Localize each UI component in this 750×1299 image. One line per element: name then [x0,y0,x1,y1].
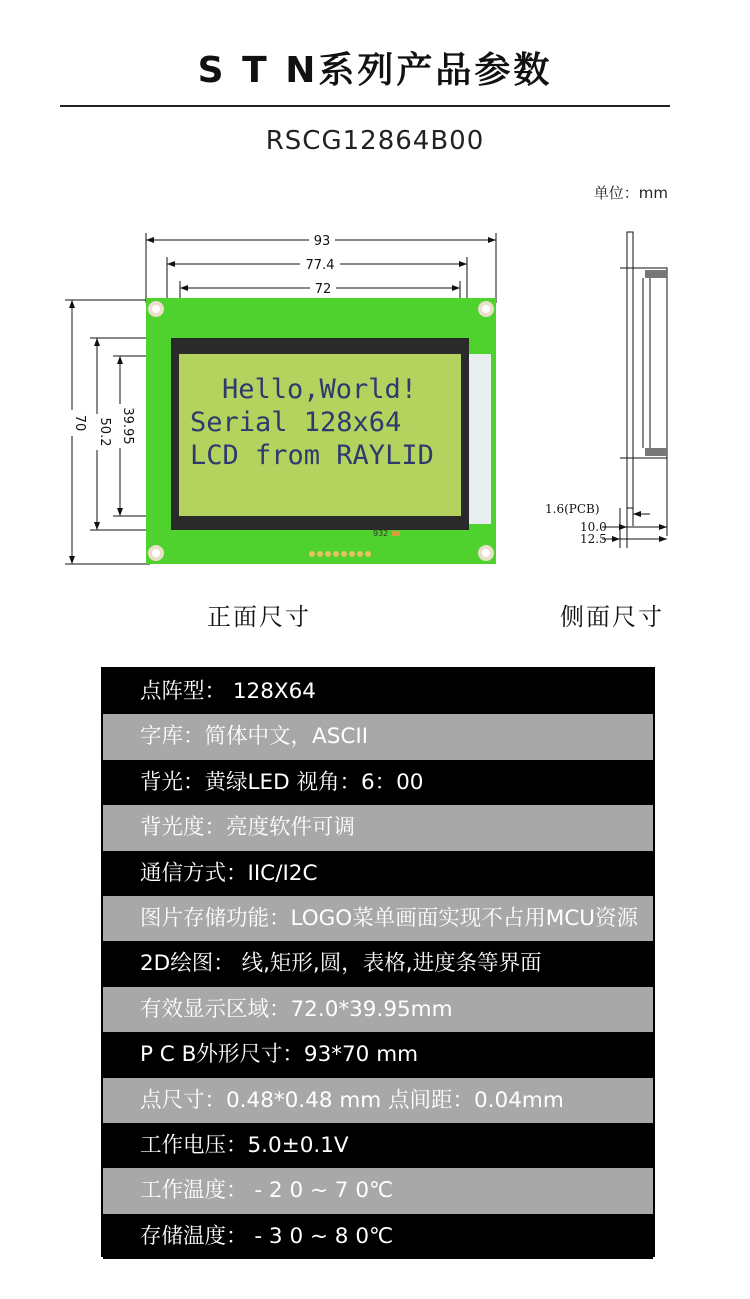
spec-row: 点阵型： 128X64 [103,669,653,714]
side-label-12: 12.5 [580,532,607,546]
lcd-line-3: LCD from RAYLID [190,440,434,471]
side-view-drawing [540,226,680,560]
model-number: RSCG12864B00 [265,126,485,156]
dim-width-total: 93 [313,234,331,249]
dim-height-total: 70 [72,414,87,432]
spec-row: 存储温度： - 3 0 ~ 8 0℃ [103,1214,653,1259]
spec-row: 工作温度： - 2 0 ~ 7 0℃ [103,1168,653,1213]
spec-row: 背光：黄绿LED 视角：6：00 [103,760,653,805]
spec-row: 点尺寸：0.48*0.48 mm 点间距：0.04mm [103,1078,653,1123]
dim-width-view: 72 [314,282,332,297]
side-label-10: 10.0 [580,520,607,534]
lcd-line-2: Serial 128x64 [190,407,402,438]
spec-row: 通信方式：IIC/I2C [103,851,653,896]
title-divider [60,105,670,107]
spec-row: 有效显示区域：72.0*39.95mm [103,987,653,1032]
spec-row: 工作电压：5.0±0.1V [103,1123,653,1168]
spec-row: 背光度：亮度软件可调 [103,805,653,850]
page-title: S T N系列产品参数 [197,50,553,91]
dim-height-bezel: 50.2 [97,417,112,447]
dim-height-view: 39.95 [120,407,135,445]
spec-table [101,667,655,1257]
pcb-marking: 932 [373,529,389,538]
side-label-pcb: 1.6(PCB) [545,502,600,516]
lcd-line-1: Hello,World! [222,374,418,405]
dim-width-bezel: 77.4 [305,258,335,273]
spec-row: 图片存储功能：LOGO菜单画面实现不占用MCU资源 [103,896,653,941]
front-view-caption: 正面尺寸 [207,603,311,631]
unit-label: 单位：mm [593,184,668,202]
spec-row: 字库：简体中文，ASCII [103,714,653,759]
front-view-drawing [55,228,505,577]
spec-row: P C B外形尺寸：93*70 mm [103,1032,653,1077]
side-view-caption: 侧面尺寸 [560,603,664,631]
spec-row: 2D绘图： 线,矩形,圆，表格,进度条等界面 [103,941,653,986]
